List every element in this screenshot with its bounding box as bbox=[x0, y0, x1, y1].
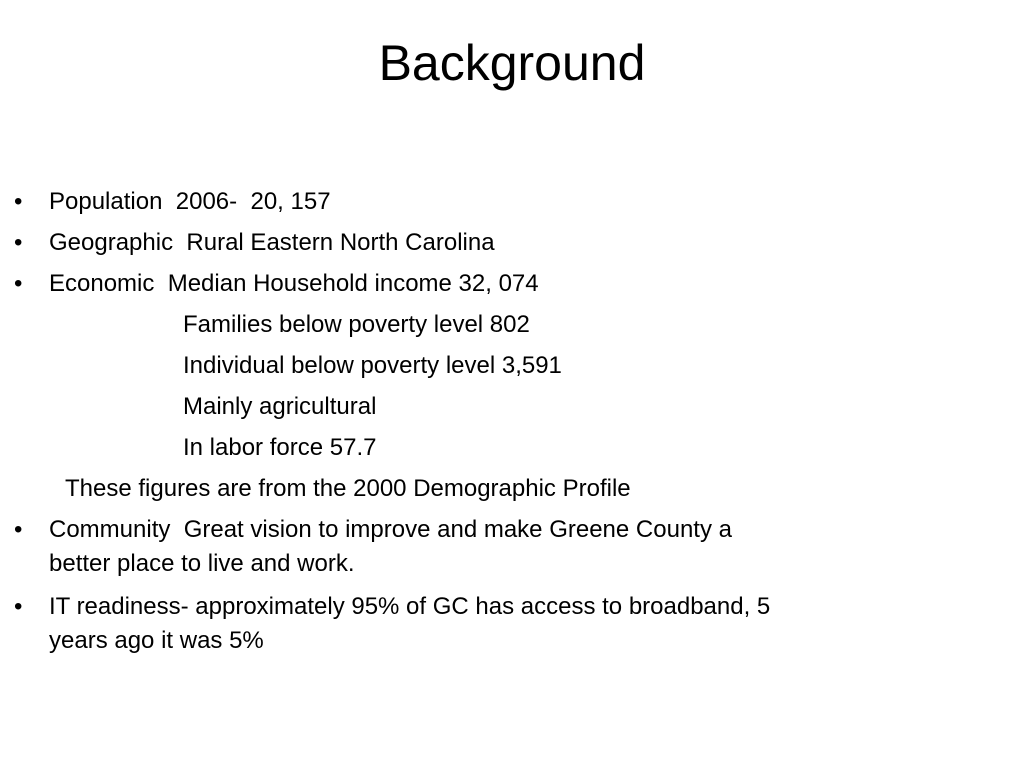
bullet-marker: • bbox=[14, 188, 23, 215]
bullet-geographic: Geographic Rural Eastern North Carolina bbox=[49, 229, 495, 256]
bullet-community-line-1: Community Great vision to improve and make Greene County a bbox=[49, 516, 732, 543]
bullet-marker: • bbox=[14, 516, 23, 543]
bullet-it-readiness-line-1: IT readiness- approximately 95% of GC has access to broadband, 5 bbox=[49, 593, 771, 620]
economic-families-poverty: Families below poverty level 802 bbox=[183, 311, 530, 338]
bullet-marker: • bbox=[14, 229, 23, 256]
bullet-marker: • bbox=[14, 593, 23, 620]
bullet-community-line-2: better place to live and work. bbox=[49, 550, 355, 577]
bullet-it-readiness-line-2: years ago it was 5% bbox=[49, 627, 264, 654]
bullet-population: Population 2006- 20, 157 bbox=[49, 188, 331, 215]
bullet-marker: • bbox=[14, 270, 23, 297]
bullet-economic: Economic Median Household income 32, 074 bbox=[49, 270, 539, 297]
economic-individual-poverty: Individual below poverty level 3,591 bbox=[183, 352, 562, 379]
economic-agricultural: Mainly agricultural bbox=[183, 393, 377, 420]
source-note: These figures are from the 2000 Demographic Profile bbox=[65, 475, 631, 502]
economic-labor-force: In labor force 57.7 bbox=[183, 434, 377, 461]
slide-title: Background bbox=[378, 35, 646, 91]
